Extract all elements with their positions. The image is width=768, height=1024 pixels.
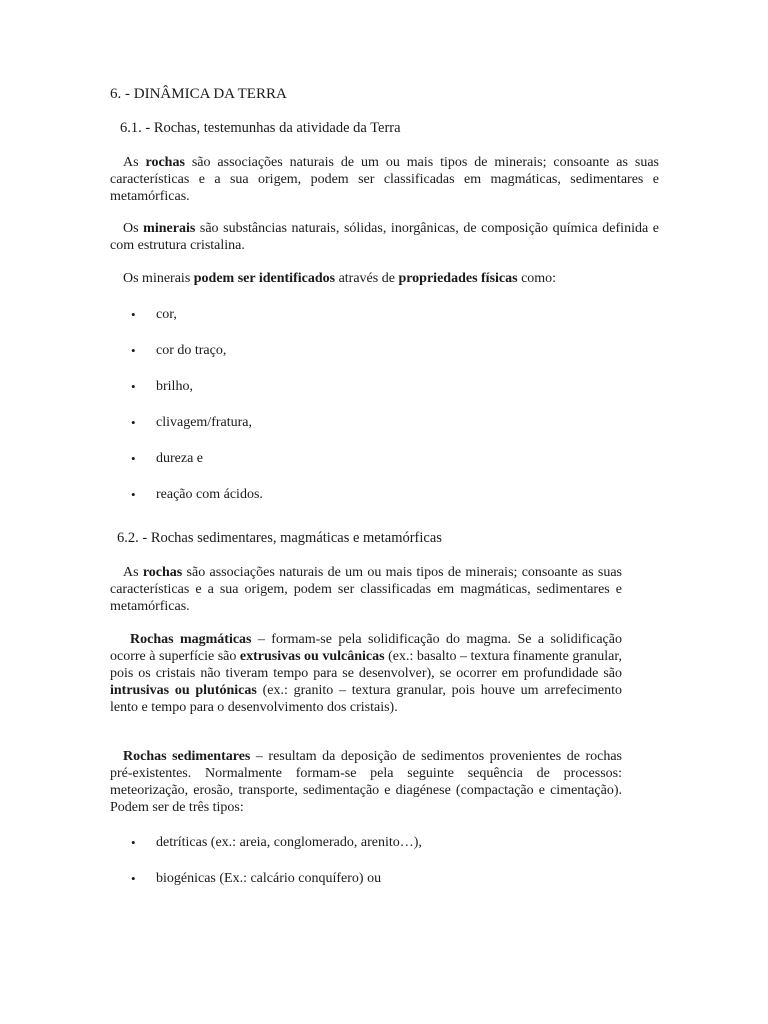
list-item: biogénicas (Ex.: calcário conquífero) ou [156,871,382,886]
list-item: brilho, [156,379,193,394]
section-2-title: 6.2. - Rochas sedimentares, magmáticas e metamórficas [117,530,442,546]
chapter-heading [110,86,287,103]
list-item: detríticas (ex.: areia, conglomerado, arenito…), [156,835,422,850]
section-2-paragraph-rochas: As rochas são associações naturais de um ou mais tipos de minerais; consoante as suas características e a sua origem, podem ser classificadas em magmáticas, sedimentares e metamórficas. [110,565,622,614]
chapter-heading-text: 6. - DINÂMICA DA TERRA [110,86,287,102]
bullet-glyph: • [131,835,136,850]
bullet-glyph: • [131,343,136,358]
bullet-glyph: • [131,871,136,886]
list-item: reação com ácidos. [156,487,263,502]
list-item: dureza e [156,451,204,466]
section-2-paragraph-sedimentares: Rochas sedimentares – resultam da deposição de sedimentos provenientes de rochas pré-existentes. Normalmente formam-se pela seguinte sequência de processos: meteorização, erosão, transporte, sedimentação e diagénese (compactação e cimentação). Podem ser de três tipos: [110,749,650,815]
section-2-paragraph-magmaticas: Rochas magmáticas – formam-se pela solidificação do magma. Se a solidificação ocorre à superfície são extrusivas ou vulcânicas (ex.: basalto – textura finamente granular, pois os cristais não tiveram tempo para se desenvolver), se ocorrer em profundidade são intrusivas ou plutónicas (ex.: granito – textura granular, pois houve um arrefecimento lento e tempo para o desenvolvimento dos cristais). [110,632,622,715]
bullet-glyph: • [131,379,136,394]
list-item: cor do traço, [156,343,227,358]
bullet-glyph: • [131,451,136,466]
bullet-glyph: • [131,487,136,502]
bullet-glyph: • [131,307,136,322]
section-1-title: 6.1. - Rochas, testemunhas da atividade da Terra [120,120,401,136]
section-1-paragraph-minerais: Os minerais são substâncias naturais, sólidas, inorgânicas, de composição química definida e com estrutura cristalina. [110,221,659,253]
list-item: clivagem/fratura, [156,415,253,430]
list-item: cor, [156,307,177,322]
section-1-paragraph-rochas: As rochas são associações naturais de um ou mais tipos de minerais; consoante as suas características e a sua origem, podem ser classificadas em magmáticas, sedimentares e metamórficas. [110,155,659,204]
bullet-glyph: • [131,415,136,430]
section-1-paragraph-propriedades: Os minerais podem ser identificados através de propriedades físicas como: [123,271,557,286]
